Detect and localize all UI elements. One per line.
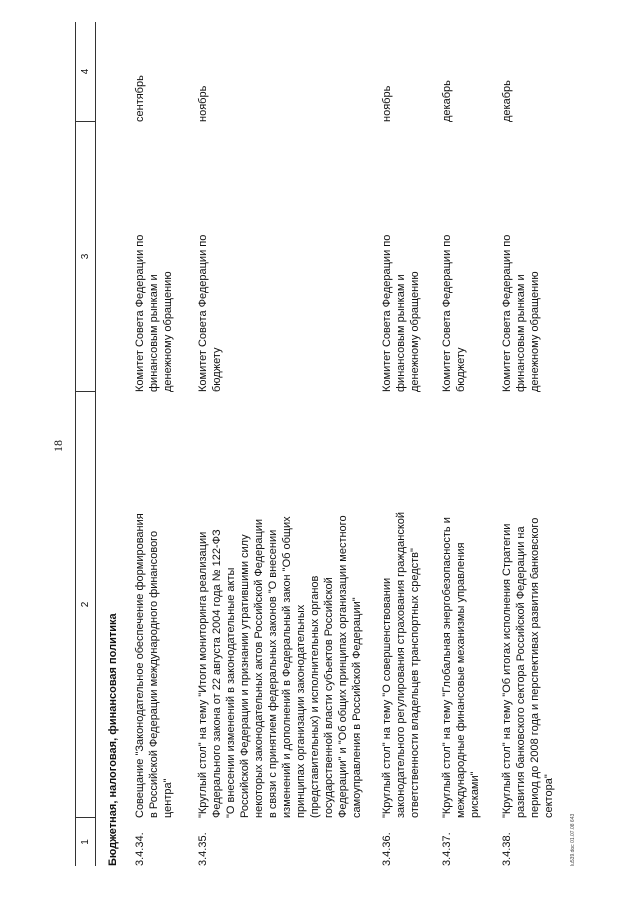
event-description: Совещание "Законодательное обеспечение формирования в Российской Федерации международного финансового центра" bbox=[134, 513, 174, 818]
column-number-4: 4 bbox=[76, 22, 95, 122]
event-description: "Круглый стол" на тему "Глобальная энергобезопасность и международные финансовые механизмы управления рисками" bbox=[441, 517, 481, 818]
responsible-committee: Комитет Совета Федерации по финансовым рынкам и денежному обращению bbox=[501, 234, 541, 392]
period: декабрь bbox=[441, 80, 453, 122]
document-code: lu539.doc 01.07.08 643 bbox=[570, 813, 576, 866]
responsible-committee: Комитет Совета Федерации по бюджету bbox=[197, 234, 223, 392]
event-description: "Круглый стол" на тему "О совершенствовании законодательного регулирования страхования гражданской ответственности владельцев транспортных средств" bbox=[381, 511, 421, 818]
item-number: 3.4.38. bbox=[501, 832, 513, 866]
column-number-header bbox=[75, 22, 96, 866]
column-number-3: 3 bbox=[76, 122, 95, 392]
item-number: 3.4.35. bbox=[197, 832, 209, 866]
column-number-1: 1 bbox=[80, 839, 91, 845]
event-description: "Круглый стол" на тему "Итоги мониторинга реализации Федерального закона от 22 августа 2004 года № 122-ФЗ "О внесении изменений в законодательные акты Российской Федерации и признании утратившими силу некоторых законодательных актов Российской Федерации в связи с принятием федеральных законов "О внесении изменений и дополнений в Федеральный закон "Об общих принципах организации законодательных (представительных) и исполнительных органов государственной власти субъектов Российской Федерации" и "Об общих принципах организации местного самоуправления в Российской Федерации" bbox=[197, 515, 363, 818]
period: сентябрь bbox=[134, 75, 146, 122]
responsible-committee: Комитет Совета Федерации по бюджету bbox=[441, 234, 467, 392]
item-number: 3.4.34. bbox=[134, 832, 146, 866]
page-number: 18 bbox=[51, 440, 65, 452]
item-number: 3.4.37. bbox=[441, 832, 453, 866]
period: ноябрь bbox=[381, 85, 393, 122]
section-title: Бюджетная, налоговая, финансовая политика bbox=[107, 613, 119, 866]
responsible-committee: Комитет Совета Федерации по финансовым рынкам и денежному обращению bbox=[381, 234, 421, 392]
responsible-committee: Комитет Совета Федерации по финансовым рынкам и денежному обращению bbox=[134, 234, 174, 392]
period: декабрь bbox=[501, 80, 513, 122]
column-number-2: 2 bbox=[76, 392, 95, 818]
event-description: "Круглый стол" на тему "Об итогах исполнения Стратегии развития банковского сектора Российской Федерации на период до 2008 года и перспективах развития банковского сектора" bbox=[501, 517, 555, 818]
period: ноябрь bbox=[197, 85, 209, 122]
item-number: 3.4.36. bbox=[381, 832, 393, 866]
event-plan-table bbox=[75, 22, 575, 866]
